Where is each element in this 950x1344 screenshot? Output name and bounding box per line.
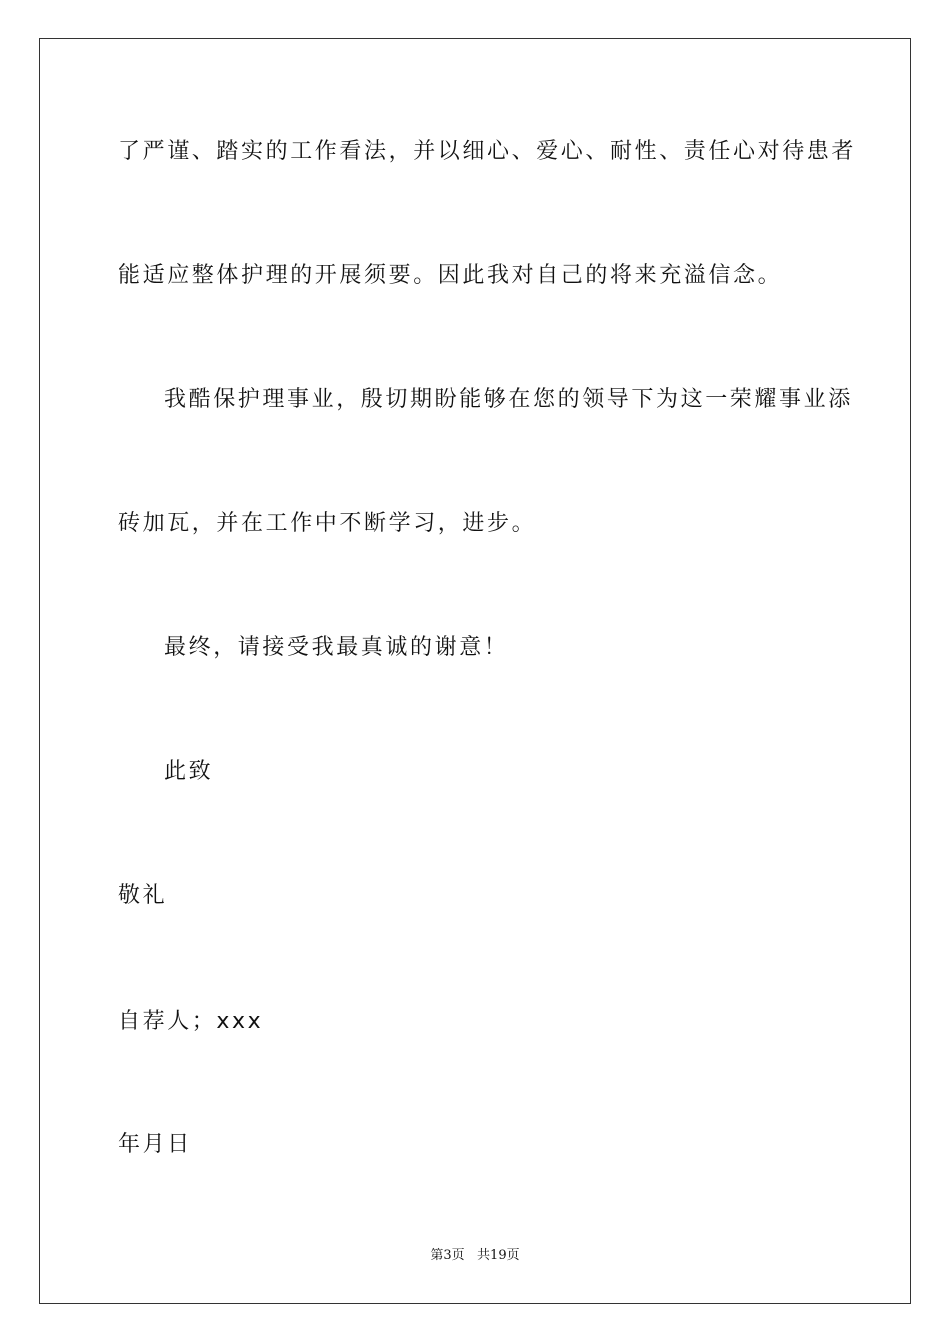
salutation-jingli: 敬礼 — [118, 883, 168, 908]
page-number-footer: 第3页 共19页 — [430, 1248, 520, 1263]
body-text-line-4: 砖加瓦，并在工作中不断学习，进步。 — [118, 511, 537, 536]
page-border — [39, 38, 911, 1304]
body-text-line-2: 能适应整体护理的开展须要。因此我对自己的将来充溢信念。 — [118, 263, 783, 288]
date-line: 年月日 — [118, 1132, 192, 1157]
body-text-line-1: 了严谨、踏实的工作看法，并以细心、爱心、耐性、责任心对待患者 — [118, 139, 857, 164]
body-text-line-3: 我酷保护理事业，殷切期盼能够在您的领导下为这一荣耀事业添 — [164, 387, 853, 412]
closing-thanks: 最终，请接受我最真诚的谢意！ — [164, 635, 509, 660]
signature-line: 自荐人；xxx — [118, 1009, 264, 1034]
salutation-cizhi: 此致 — [164, 759, 214, 784]
